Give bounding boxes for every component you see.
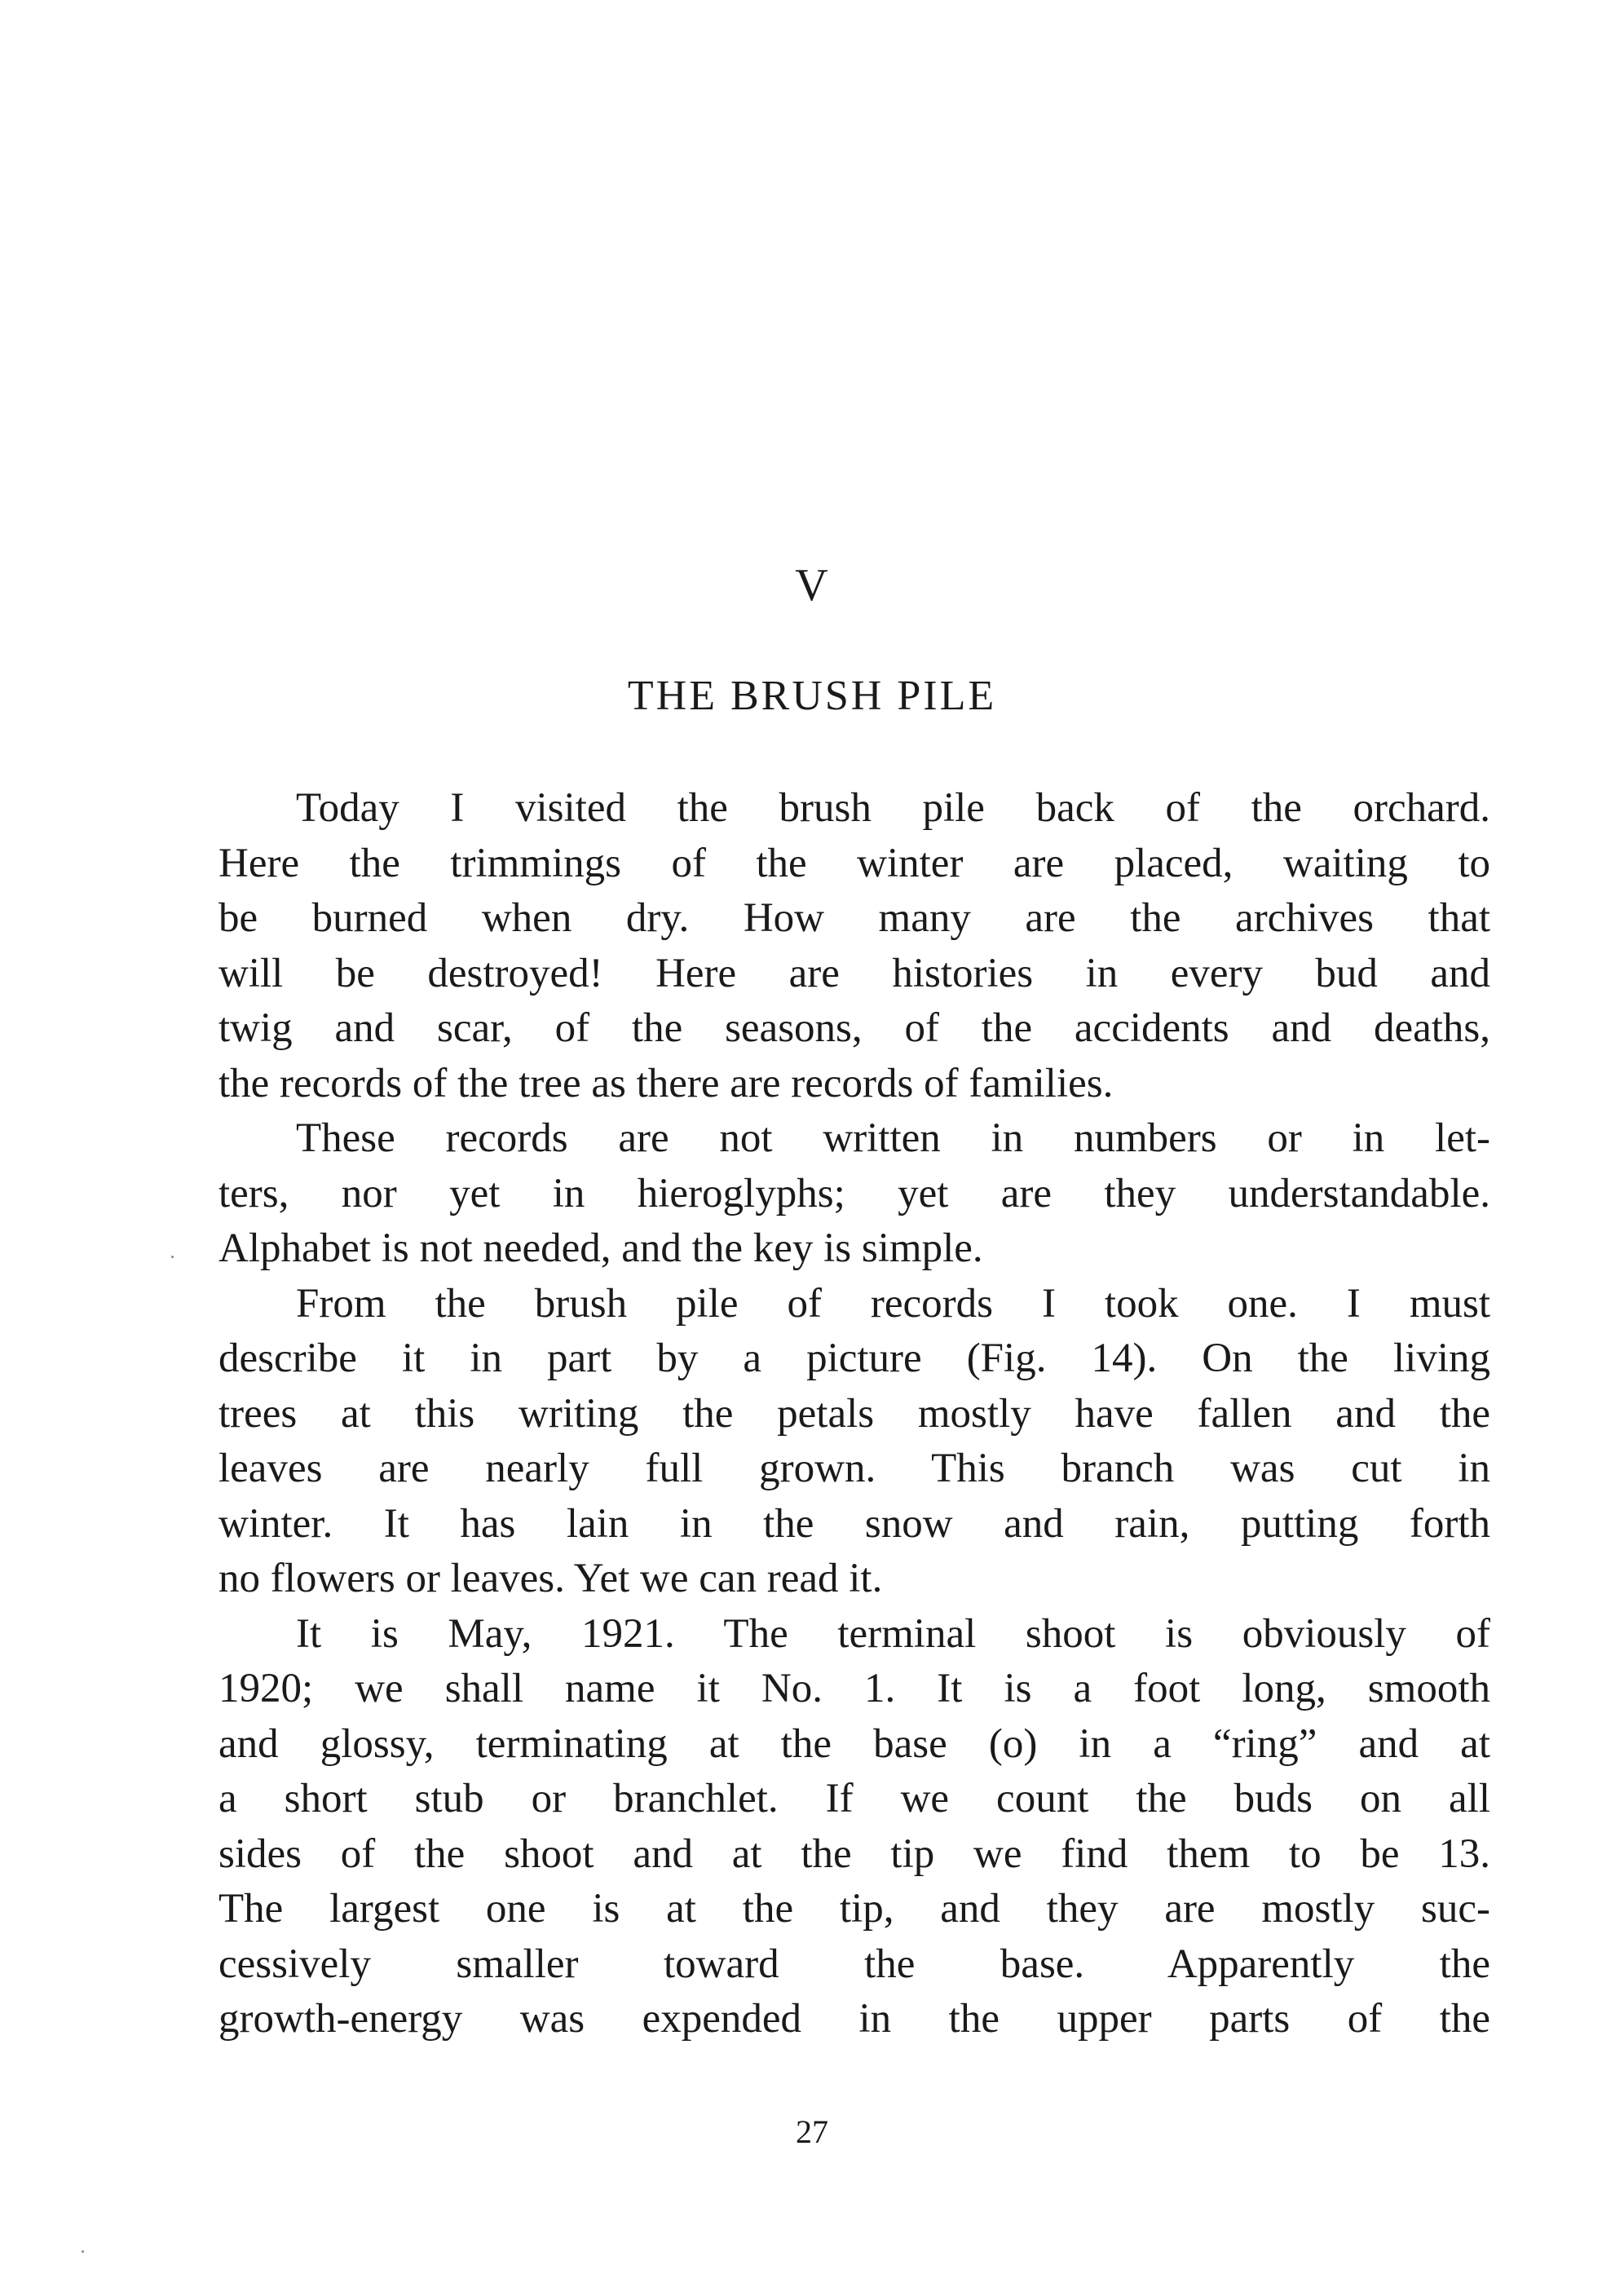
text-line: will be destroyed! Here are histories in every bud and (218, 950, 1490, 996)
text-line: a short stub or branchlet. If we count the buds on all (218, 1776, 1490, 1821)
paper-speck (171, 1256, 174, 1258)
text-line: and glossy, terminating at the base (o) in a “ring” and at (218, 1720, 1490, 1767)
text-line: cessively smaller toward the base. Apparently the (218, 1941, 1490, 1987)
text-line: Today I visited the brush pile back of the orchard. (296, 785, 1490, 831)
body-text (218, 781, 1490, 2047)
text-line: leaves are nearly full grown. This branch was cut in (218, 1446, 1490, 1491)
text-line: Alphabet is not needed, and the key is simple. (218, 1225, 983, 1271)
text-line: twig and scar, of the seasons, of the accidents and deaths, (218, 1005, 1490, 1051)
text-line: From the brush pile of records I took one. I must (296, 1280, 1490, 1327)
text-line: It is May, 1921. The terminal shoot is obviously of (296, 1610, 1490, 1657)
paper-speck (82, 2250, 84, 2253)
text-line: trees at this writing the petals mostly have fallen and the (218, 1390, 1490, 1437)
text-line: growth-energy was expended in the upper parts of the (218, 1996, 1490, 2042)
text-line: The largest one is at the tip, and they are mostly suc- (218, 1886, 1490, 1932)
text-line: Here the trimmings of the winter are placed, waiting to (218, 840, 1490, 886)
chapter-title: THE BRUSH PILE (627, 673, 997, 719)
text-line: 1920; we shall name it No. 1. It is a foot long, smooth (218, 1666, 1490, 1711)
page-number: 27 (796, 2113, 828, 2150)
text-line: ters, nor yet in hieroglyphs; yet are they understandable. (218, 1170, 1490, 1216)
text-line: no flowers or leaves. Yet we can read it. (218, 1556, 883, 1601)
text-line: the records of the tree as there are records of families. (218, 1060, 1114, 1106)
text-line: winter. It has lain in the snow and rain, putting forth (218, 1500, 1490, 1547)
chapter-number: V (795, 560, 829, 611)
text-line: be burned when dry. How many are the archives that (218, 895, 1490, 941)
text-line: sides of the shoot and at the tip we find them to be 13. (218, 1830, 1490, 1877)
text-line: describe it in part by a picture (Fig. 14). On the living (218, 1336, 1490, 1381)
text-line: These records are not written in numbers or in let- (296, 1115, 1490, 1161)
